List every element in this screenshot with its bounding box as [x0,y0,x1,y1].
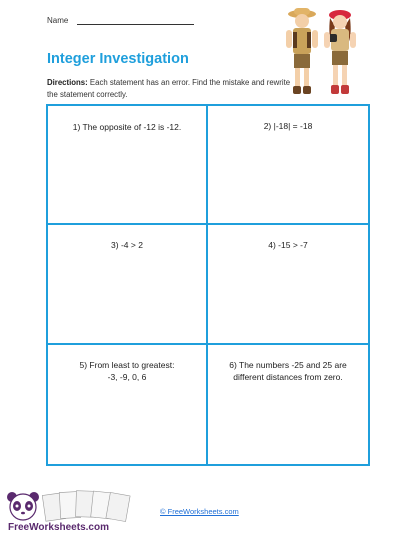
freeworksheets-link[interactable]: © FreeWorksheets.com [160,507,239,516]
problem-2: 2) |-18| = -18 [208,106,368,225]
problem-grid [46,104,370,466]
worksheet-title: Integer Investigation [47,51,189,67]
freeworksheets-logo [4,488,152,534]
explorer-kids-illustration [280,6,362,100]
boy-explorer [286,8,318,94]
directions-label: Directions: [47,78,88,87]
problem-5: 5) From least to greatest: -3, -9, 0, 6 [48,345,208,464]
logo-wordmark: FreeWorksheets.com [8,522,109,533]
worksheet-thumbnails [42,491,130,522]
panda-mascot [7,492,39,520]
name-line[interactable] [77,16,194,25]
directions [47,77,297,100]
problem-3: 3) -4 > 2 [48,225,208,344]
name-row [47,16,194,25]
directions-text: Each statement has an error. Find the mistake and rewrite the statement correctly. [47,78,291,99]
name-label: Name [47,16,69,25]
problem-6: 6) The numbers -25 and 25 are different distances from zero. [229,359,347,382]
problem-1: 1) The opposite of -12 is -12. [48,106,208,225]
girl-explorer [324,10,356,94]
problem-4: 4) -15 > -7 [208,225,368,344]
